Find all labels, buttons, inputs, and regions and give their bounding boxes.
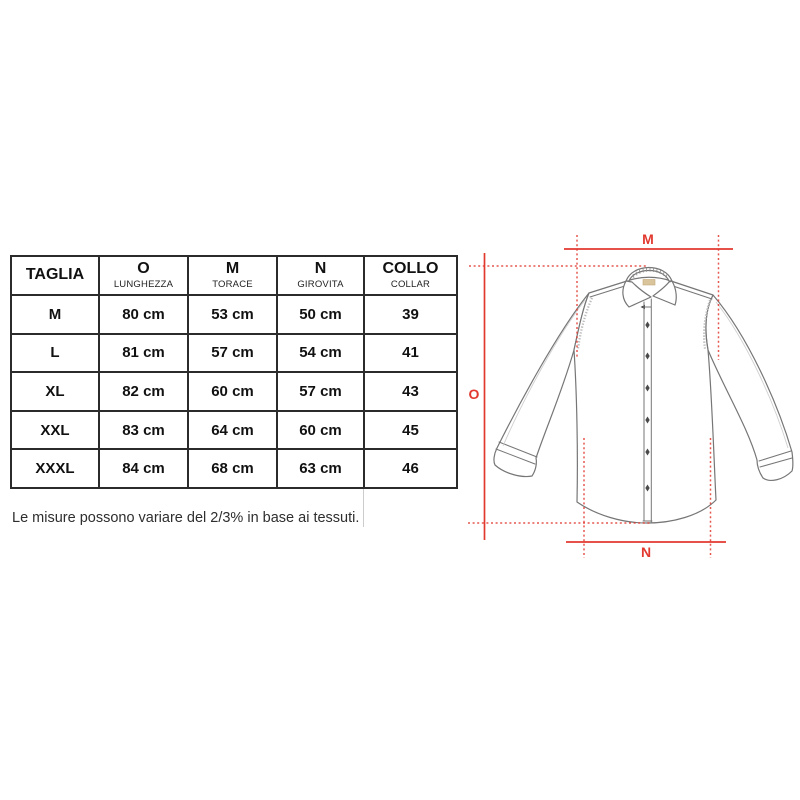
cell-torace: 68 cm	[188, 449, 277, 488]
size-table	[10, 255, 458, 489]
header-torace	[188, 256, 277, 295]
header-label: TAGLIA	[25, 265, 85, 283]
measure-label-m: M	[642, 231, 654, 247]
cell-torace: 64 cm	[188, 411, 277, 450]
table-row	[11, 372, 457, 411]
header-sublabel: COLLAR	[390, 278, 431, 290]
cell-collo: 39	[364, 295, 457, 334]
header-lunghezza	[99, 256, 188, 295]
measure-label-n: N	[640, 544, 652, 560]
measure-label-o: O	[468, 386, 480, 402]
cell-lunghezza: 81 cm	[99, 334, 188, 373]
header-label: M	[225, 260, 240, 278]
cell-girovita: 60 cm	[277, 411, 364, 450]
table-row	[11, 411, 457, 450]
cell-size: XXXL	[11, 449, 99, 488]
header-sublabel: LUNGHEZZA	[113, 278, 174, 290]
header-taglia	[11, 256, 99, 295]
cell-size: XXL	[11, 411, 99, 450]
table-row	[11, 334, 457, 373]
cell-girovita: 57 cm	[277, 372, 364, 411]
cell-collo: 43	[364, 372, 457, 411]
cell-lunghezza: 84 cm	[99, 449, 188, 488]
header-sublabel: TORACE	[212, 278, 253, 290]
cell-torace: 60 cm	[188, 372, 277, 411]
header-label: COLLO	[382, 260, 439, 278]
shirt-measurement-diagram	[440, 215, 800, 575]
cell-size: L	[11, 334, 99, 373]
fabric-variation-note: Le misure possono variare del 2/3% in base ai tessuti.	[12, 510, 360, 526]
shirt-body	[574, 277, 716, 523]
cell-size: M	[11, 295, 99, 334]
cell-girovita: 63 cm	[277, 449, 364, 488]
collar-brand-label	[643, 280, 655, 286]
table-row	[11, 295, 457, 334]
shirt-illustration	[494, 268, 793, 524]
cell-girovita: 54 cm	[277, 334, 364, 373]
shirt-left-sleeve	[494, 293, 589, 477]
cell-lunghezza: 82 cm	[99, 372, 188, 411]
cell-lunghezza: 80 cm	[99, 295, 188, 334]
table-row	[11, 449, 457, 488]
table-header-row	[11, 256, 457, 295]
cell-collo: 46	[364, 449, 457, 488]
cell-lunghezza: 83 cm	[99, 411, 188, 450]
cell-collo: 45	[364, 411, 457, 450]
table-rule-remnant	[363, 489, 364, 527]
header-girovita	[277, 256, 364, 295]
header-label: O	[137, 260, 150, 278]
header-label: N	[314, 260, 327, 278]
cell-size: XL	[11, 372, 99, 411]
cell-torace: 53 cm	[188, 295, 277, 334]
cell-torace: 57 cm	[188, 334, 277, 373]
cell-collo: 41	[364, 334, 457, 373]
cell-girovita: 50 cm	[277, 295, 364, 334]
header-sublabel: GIROVITA	[297, 278, 344, 290]
